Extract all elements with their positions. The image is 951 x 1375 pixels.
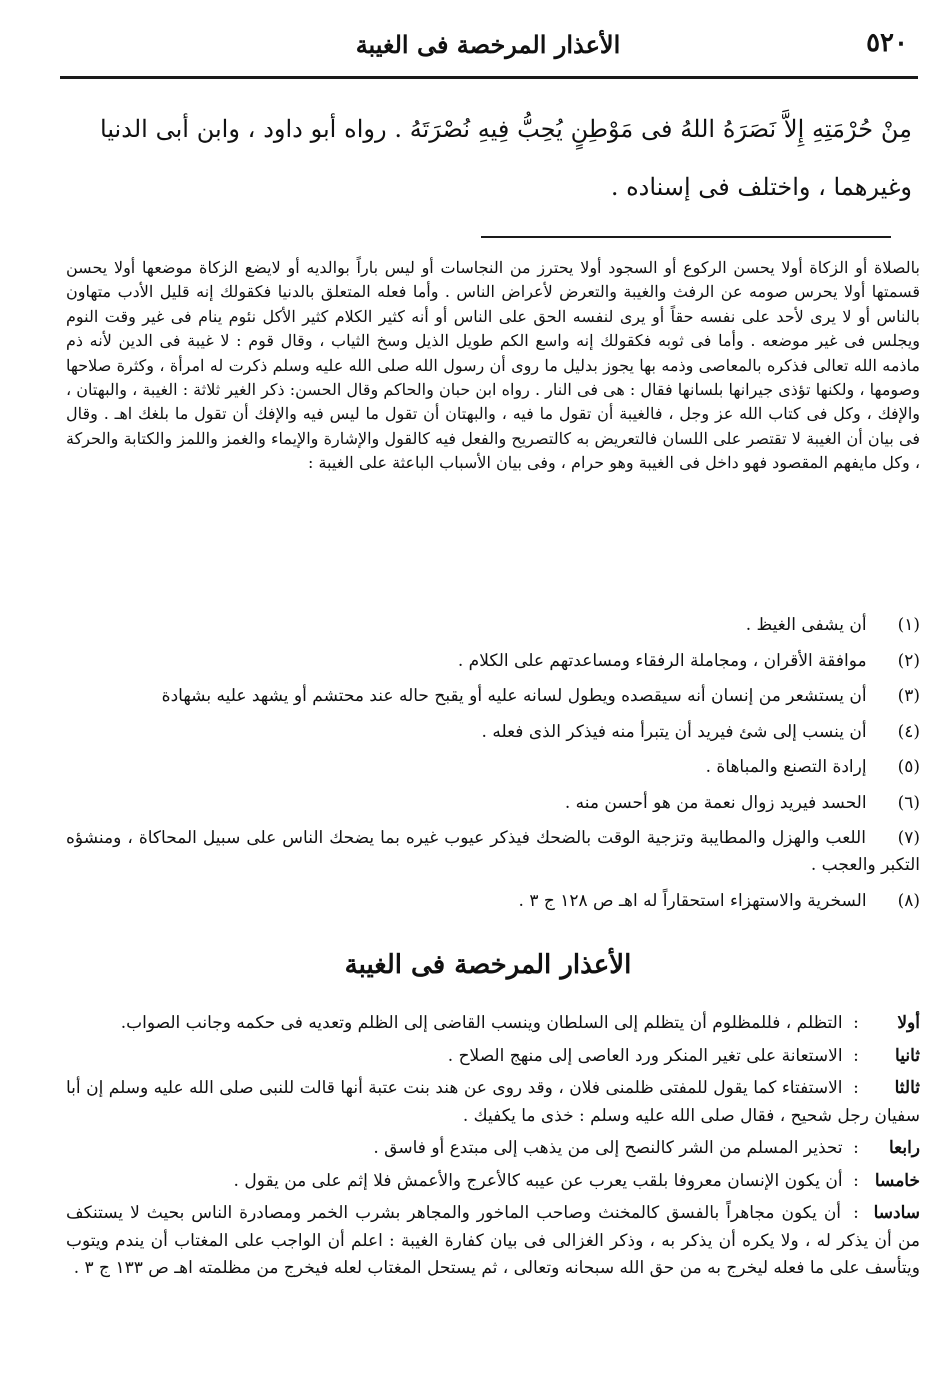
excuse-colon: : xyxy=(853,1078,859,1098)
cause-number: (٤) xyxy=(897,721,920,742)
cause-text: إرادة التصنع والمباهاة . xyxy=(705,757,867,777)
excuse-item xyxy=(66,1075,920,1130)
section-heading: الأعذار المرخصة فى الغيبة xyxy=(344,950,632,980)
excuse-ordinal: ثانيا xyxy=(895,1045,920,1066)
excuse-item xyxy=(66,1010,920,1038)
cause-text: أن ينسب إلى شئ فيريد أن يتبرأ منه فيذكر الذى فعله . xyxy=(481,721,867,742)
excuse-text: تحذير المسلم من الشر كالنصح إلى من يذهب إلى مبتدع أو فاسق . xyxy=(373,1138,843,1158)
excuse-colon: : xyxy=(853,1138,859,1158)
excuse-ordinal: خامسا xyxy=(874,1170,920,1191)
cause-number: (٨) xyxy=(897,890,920,911)
header-rule xyxy=(60,76,918,79)
cause-item xyxy=(66,790,920,817)
footnote-separator xyxy=(481,236,891,238)
cause-text: موافقة الأقران ، ومجاملة الرفقاء ومساعدتهم على الكلام . xyxy=(457,650,867,671)
cause-text: السخرية والاستهزاء استحقاراً له اهـ ص ١٢٨ ج ٣ . xyxy=(518,890,867,911)
excuse-ordinal: سادسا xyxy=(873,1203,920,1223)
page-number: ٥٢٠ xyxy=(866,28,908,58)
excuse-item xyxy=(66,1135,920,1163)
excuse-ordinal: ثالثا xyxy=(894,1078,920,1098)
cause-item xyxy=(66,683,920,710)
cause-number: (٣) xyxy=(897,686,920,706)
excuse-colon: : xyxy=(853,1170,859,1191)
hadith-text: مِنْ حُرْمَتِهِ إِلاَّ نَصَرَهُ اللهُ فى مَوْطِنٍ يُحِبُّ فِيهِ نُصْرَتَهُ . رواه أبو داود ، وابن أبى الدنيا وغيرهما ، واختلف فى إسناده . xyxy=(100,115,912,201)
cause-number: (٧) xyxy=(897,828,920,848)
excuse-ordinal: أولا xyxy=(897,1013,920,1033)
cause-item xyxy=(66,754,920,781)
excuse-item xyxy=(66,1168,920,1196)
excuse-colon: : xyxy=(853,1013,859,1033)
cause-item xyxy=(66,612,920,639)
excuse-text: الاستعانة على تغير المنكر ورد العاصى إلى منهج الصلاح . xyxy=(447,1045,843,1066)
cause-text: أن يستشعر من إنسان أنه سيقصده ويطول لسانه عليه أو يقبح حاله عند محتشم أو يشهد عليه بشهادة xyxy=(161,686,867,706)
cause-item xyxy=(66,648,920,675)
cause-number: (٦) xyxy=(897,792,920,813)
excuse-text: التظلم ، فللمظلوم أن يتظلم إلى السلطان وينسب القاضى إلى الظلم وتعديه فى حكمه وجانب الصواب. xyxy=(120,1013,843,1033)
excuse-text: أن يكون الإنسان معروفا بلقب يعرب عن عيبه كالأعرج والأعمش فلا إثم على من يقول . xyxy=(233,1170,843,1191)
cause-text: أن يشفى الغيظ . xyxy=(745,615,867,635)
cause-item xyxy=(66,719,920,746)
excuses-list xyxy=(66,1010,920,1288)
cause-number: (١) xyxy=(897,615,920,635)
cause-number: (٥) xyxy=(897,757,920,777)
excuse-ordinal: رابعا xyxy=(888,1138,920,1158)
excuse-text: أن يكون مجاهراً بالفسق كالمخنث وصاحب الماخور والمجاهر بشرب الخمر ومصادرة الناس بحيث لا يستنكف من أن يذكر له ، ولا يكره أن يذكر به ، وذكر الغزالى فى بيان كفارة الغيبة : اعلم أن الواجب على المغتاب أن يندم ويتوب ويتأسف على ما فعله ليخرج به من حق الله سبحانه وتعالى ، ثم يستحل المغتاب لعله فيخرج من مظلمته اهـ ص ١٣٣ ج ٣ . xyxy=(66,1203,920,1278)
commentary-paragraph: بالصلاة أو الزكاة أولا يحسن الركوع أو السجود أولا يحترز من النجاسات أو ليس باراً بوالديه أو لايضع الزكاة موضعها أولا يحسن قسمتها أولا يحرس صومه عن الرفث والغيبة والتعرض لأعراض الناس . وأما فعله المتعلق بالدنيا فكقولك إنه قليل الأدب متهاون بالناس أو لا يرى لأحد على نفسه حقاً أو يرى لنفسه الحق على الناس أو أنه كثير الكلام كثير الأكل نئوم ينام فى غير وقت النوم ويجلس فى غير موضعه . وأما فى ثوبه فكقولك إنه واسع الكم طويل الذيل وسخ الثياب ، وقال قوم : لا غيبة فى الدين لأنه ذم ماذمه الله تعالى فذكره بالمعاصى وذمه بها يجوز بدليل ما روى أن رسول الله صلى الله عليه وسلم ذكرت له امرأة ، وكثرة صلاحها وصومها ، ولكنها تؤذى جيرانها بلسانها فقال : هى فى النار . رواه ابن حبان والحاكم وقال الحسن: ذكر الغير ثلاثة : الغيبة ، والبهتان ، والإفك ، وكل فى كتاب الله عز وجل ، فالغيبة أن تقول ما فيه ، والبهتان أن تقول ما ليس فيه والإفك أن تقول ما بلغك اهـ . وقال فى بيان أن الغيبة لا تقتصر على اللسان فالتعريض به كالتصريح والفعل فيه كالقول والإشارة والإيماء والغمز واللمز والكتابة والحركة ، وكل مايفهم المقصود فهو داخل فى الغيبة وهو حرام ، وفى بيان الأسباب الباعثة على الغيبة : xyxy=(66,258,921,473)
cause-number: (٢) xyxy=(897,650,920,671)
excuse-text: الاستفتاء كما يقول للمفتى ظلمنى فلان ، وقد روى عن هند بنت عتبة أنها قالت للنبى صلى الله عليه وسلم إن أبا سفيان رجل شحيح ، فقال صلى الله عليه وسلم : خذى ما يكفيك . xyxy=(66,1078,920,1126)
cause-item xyxy=(66,825,920,879)
cause-text: الحسد فيريد زوال نعمة من هو أحسن منه . xyxy=(564,792,867,813)
page-header xyxy=(60,22,916,74)
excuse-item xyxy=(66,1200,920,1283)
running-title: الأعذار المرخصة فى الغيبة xyxy=(355,30,621,59)
excuse-colon: : xyxy=(853,1045,859,1066)
causes-list xyxy=(66,612,920,923)
excuse-colon: : xyxy=(853,1203,859,1223)
cause-item xyxy=(66,888,920,915)
cause-text: اللعب والهزل والمطايبة وتزجية الوقت بالضحك فيذكر عيوب غيره بما يضحك الناس على سبيل المحاكاة ، ومنشؤه التكبر والعجب . xyxy=(66,828,920,875)
excuse-item xyxy=(66,1043,920,1071)
